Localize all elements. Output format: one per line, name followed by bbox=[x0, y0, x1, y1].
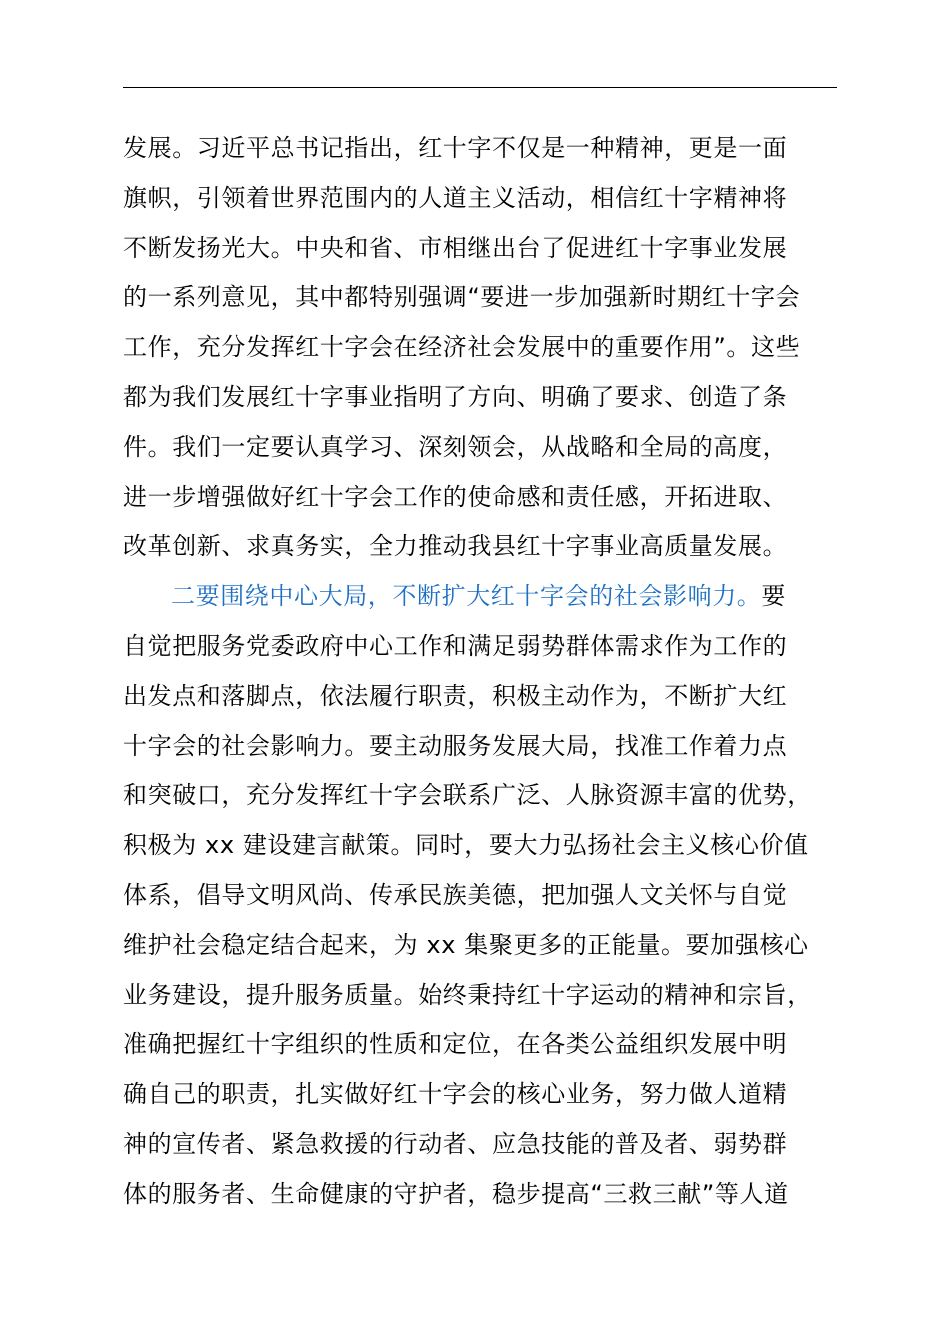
paragraph-line: 件。我们一定要认真学习、深刻领会，从战略和全局的高度， bbox=[123, 432, 788, 461]
paragraph-line: 都为我们发展红十字事业指明了方向、明确了要求、创造了条 bbox=[123, 382, 788, 411]
paragraph-line: 出发点和落脚点，依法履行职责，积极主动作为，不断扩大红 bbox=[123, 681, 788, 710]
paragraph-line: 改革创新、求真务实，全力推动我县红十字事业高质量发展。 bbox=[123, 532, 788, 561]
paragraph-line: 神的宣传者、紧急救援的行动者、应急技能的普及者、弱势群 bbox=[123, 1129, 788, 1158]
paragraph-line: 确自己的职责，扎实做好红十字会的核心业务，努力做人道精 bbox=[123, 1080, 788, 1109]
section-heading: 二要围绕中心大局，不断扩大红十字会的社会影响力。 bbox=[171, 582, 762, 611]
paragraph-line: 体的服务者、生命健康的守护者，稳步提高“三救三献”等人道 bbox=[123, 1179, 789, 1208]
paragraph-line: 业务建设，提升服务质量。始终秉持红十字运动的精神和宗旨， bbox=[123, 980, 812, 1009]
paragraph-line: 不断发扬光大。中央和省、市相继出台了促进红十字事业发展 bbox=[123, 233, 788, 262]
paragraph-line: 进一步增强做好红十字会工作的使命感和责任感，开拓进取、 bbox=[123, 482, 788, 511]
header-rule bbox=[123, 87, 837, 88]
section-two-first-line bbox=[123, 572, 863, 622]
body-text bbox=[123, 124, 863, 1220]
paragraph-line: 旗帜，引领着世界范围内的人道主义活动，相信红十字精神将 bbox=[123, 183, 788, 212]
paragraph-line: 自觉把服务党委政府中心工作和满足弱势群体需求作为工作的 bbox=[123, 631, 788, 660]
paragraph-line: 准确把握红十字组织的性质和定位，在各类公益组织发展中明 bbox=[123, 1030, 788, 1059]
paragraph-line: 积极为 xx 建设建言献策。同时，要大力弘扬社会主义核心价值 bbox=[123, 831, 809, 860]
section-lead-text: 要 bbox=[761, 582, 787, 611]
paragraph-line: 体系，倡导文明风尚、传承民族美德，把加强人文关怀与自觉 bbox=[123, 880, 788, 909]
paragraph-line: 和突破口，充分发挥红十字会联系广泛、人脉资源丰富的优势， bbox=[123, 781, 812, 810]
paragraph-line: 的一系列意见，其中都特别强调“要进一步加强新时期红十字会 bbox=[123, 283, 801, 312]
paragraph-line: 发展。习近平总书记指出，红十字不仅是一种精神，更是一面 bbox=[123, 134, 788, 162]
paragraph-line: 维护社会稳定结合起来，为 xx 集聚更多的正能量。要加强核心 bbox=[123, 930, 809, 959]
paragraph-line: 十字会的社会影响力。要主动服务发展大局，找准工作着力点 bbox=[123, 731, 788, 760]
paragraph-line: 工作，充分发挥红十字会在经济社会发展中的重要作用”。这些 bbox=[123, 333, 801, 362]
